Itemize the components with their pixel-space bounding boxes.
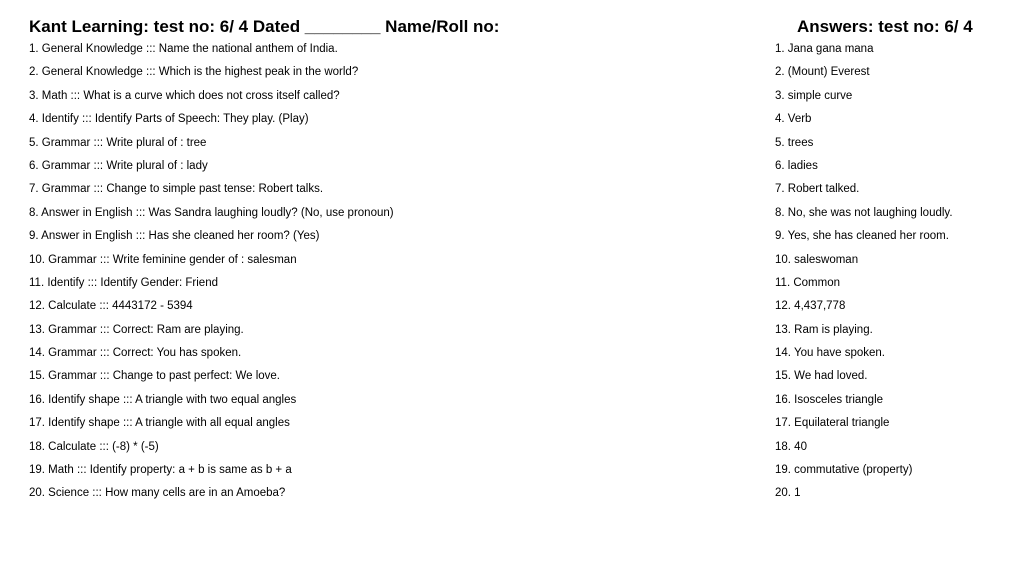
answer-item: 9. Yes, she has cleaned her room. xyxy=(775,230,949,243)
answer-item: 19. commutative (property) xyxy=(775,464,913,477)
answer-item: 4. Verb xyxy=(775,113,812,126)
question-item: 5. Grammar ::: Write plural of : tree xyxy=(29,136,207,149)
answer-item: 12. 4,437,778 xyxy=(775,300,846,313)
question-item: 13. Grammar ::: Correct: Ram are playing. xyxy=(29,323,244,336)
questions-list xyxy=(29,40,729,508)
answer-item: 18. 40 xyxy=(775,440,807,453)
question-item: 19. Math ::: Identify property: a + b is same as b + a xyxy=(29,464,292,477)
question-item: 16. Identify shape ::: A triangle with two equal angles xyxy=(29,393,297,406)
question-item: 6. Grammar ::: Write plural of : lady xyxy=(29,159,208,172)
question-item: 20. Science ::: How many cells are in an Amoeba? xyxy=(29,487,286,500)
questions-heading: Kant Learning: test no: 6/ 4 Dated ________ Name/Roll no: xyxy=(29,17,500,36)
question-item: 18. Calculate ::: (-8) * (-5) xyxy=(29,440,159,453)
answer-item: 13. Ram is playing. xyxy=(775,323,873,336)
answer-item: 17. Equilateral triangle xyxy=(775,417,890,430)
answer-item: 1. Jana gana mana xyxy=(775,43,874,55)
answer-item: 14. You have spoken. xyxy=(775,347,885,360)
answer-item: 5. trees xyxy=(775,136,814,149)
question-item: 8. Answer in English ::: Was Sandra laughing loudly? (No, use pronoun) xyxy=(29,206,394,219)
answer-item: 6. ladies xyxy=(775,159,818,172)
question-item: 15. Grammar ::: Change to past perfect: We love. xyxy=(29,370,280,383)
answers-heading: Answers: test no: 6/ 4 xyxy=(797,17,973,36)
answer-item: 20. 1 xyxy=(775,487,801,500)
question-item: 10. Grammar ::: Write feminine gender of : salesman xyxy=(29,253,297,266)
answer-item: 10. saleswoman xyxy=(775,253,859,266)
answer-item: 8. No, she was not laughing loudly. xyxy=(775,206,953,219)
answer-item: 2. (Mount) Everest xyxy=(775,66,870,79)
question-item: 14. Grammar ::: Correct: You has spoken. xyxy=(29,347,242,360)
question-item: 9. Answer in English ::: Has she cleaned her room? (Yes) xyxy=(29,230,320,243)
answer-item: 16. Isosceles triangle xyxy=(775,393,884,406)
question-item: 7. Grammar ::: Change to simple past tense: Robert talks. xyxy=(29,183,324,196)
answer-item: 7. Robert talked. xyxy=(775,183,860,196)
question-item: 3. Math ::: What is a curve which does not cross itself called? xyxy=(29,89,340,102)
question-item: 2. General Knowledge ::: Which is the highest peak in the world? xyxy=(29,66,359,79)
question-item: 4. Identify ::: Identify Parts of Speech: They play. (Play) xyxy=(29,113,309,126)
answer-item: 3. simple curve xyxy=(775,89,853,102)
question-item: 1. General Knowledge ::: Name the national anthem of India. xyxy=(29,43,338,55)
question-item: 12. Calculate ::: 4443172 - 5394 xyxy=(29,300,193,313)
questions-column xyxy=(29,14,729,508)
question-item: 11. Identify ::: Identify Gender: Friend xyxy=(29,276,218,289)
question-item: 17. Identify shape ::: A triangle with all equal angles xyxy=(29,417,290,430)
answer-item: 15. We had loved. xyxy=(775,370,868,383)
answers-list xyxy=(775,40,1015,508)
answer-item: 11. Common xyxy=(775,276,840,289)
answers-column xyxy=(775,14,1015,508)
